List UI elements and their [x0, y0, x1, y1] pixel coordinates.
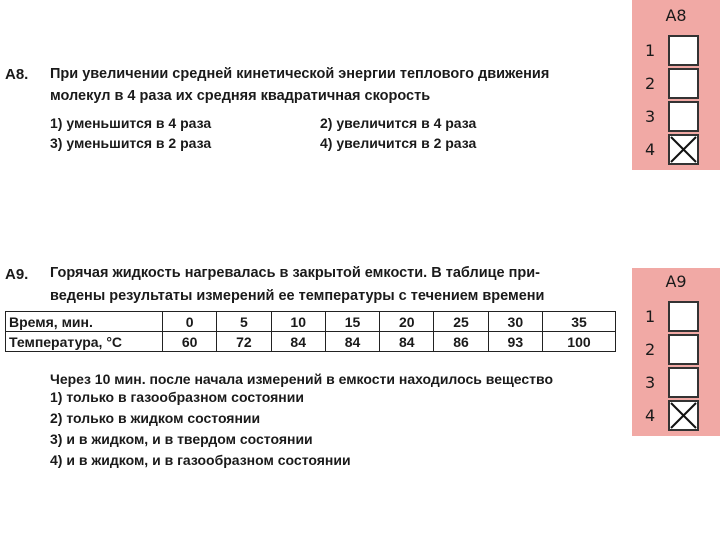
x-mark-icon	[670, 136, 697, 163]
a8-option-4: 4) увеличится в 2 раза	[320, 135, 477, 151]
answer-choice-1[interactable]	[632, 300, 720, 332]
table-cell: 5	[217, 312, 271, 332]
answer-panel-title: А9	[665, 272, 687, 291]
table-row-header: Время, мин.	[6, 312, 163, 332]
a9-question-line-2: ведены результаты измерений ее температуры с течением времени	[50, 288, 545, 304]
table-cell: 35	[542, 312, 615, 332]
table-cell: 25	[434, 312, 488, 332]
choice-label: 4	[645, 406, 656, 425]
table-cell: 93	[488, 332, 542, 352]
table-cell: 86	[434, 332, 488, 352]
answer-panel-title: А8	[665, 6, 687, 25]
table-cell: 0	[163, 312, 217, 332]
a9-question-line-1: Горячая жидкость нагревалась в закрытой емкости. В таблице при-	[50, 265, 540, 281]
a8-option-2: 2) увеличится в 4 раза	[320, 115, 477, 131]
a8-question-line-1: При увеличении средней кинетической энергии теплового движения	[50, 66, 550, 82]
answer-checkbox[interactable]	[668, 301, 699, 332]
a9-question-number: А9.	[5, 266, 29, 283]
choice-label: 2	[645, 74, 656, 93]
a8-option-1: 1) уменьшится в 4 раза	[50, 115, 212, 131]
table-cell: 20	[380, 312, 434, 332]
table-cell: 100	[542, 332, 615, 352]
table-cell: 15	[325, 312, 379, 332]
answer-checkbox[interactable]	[668, 400, 699, 431]
table-row-temperature	[6, 332, 616, 352]
answer-panel-a8	[632, 0, 720, 170]
table-cell: 84	[271, 332, 325, 352]
a9-question-line-3: Через 10 мин. после начала измерений в емкости находилось вещество	[50, 371, 554, 387]
answer-choice-2[interactable]	[632, 67, 720, 99]
choice-label: 3	[645, 107, 656, 126]
answer-panel-a9	[632, 268, 720, 436]
table-cell: 60	[163, 332, 217, 352]
a8-option-3: 3) уменьшится в 2 раза	[50, 135, 212, 151]
table-row-header: Температура, °С	[6, 332, 163, 352]
answer-checkbox[interactable]	[668, 35, 699, 66]
table-cell: 10	[271, 312, 325, 332]
choice-label: 4	[645, 140, 656, 159]
a9-measurement-table	[5, 311, 616, 352]
answer-choice-4[interactable]	[632, 399, 720, 431]
answer-checkbox[interactable]	[668, 134, 699, 165]
answer-checkbox[interactable]	[668, 334, 699, 365]
choice-label: 3	[645, 373, 656, 392]
a9-option-4: 4) и в жидком, и в газообразном состоянии	[50, 452, 351, 468]
answer-checkbox[interactable]	[668, 68, 699, 99]
a9-option-1: 1) только в газообразном состоянии	[50, 389, 304, 405]
table-row-time	[6, 312, 616, 332]
a9-option-3: 3) и в жидком, и в твердом состоянии	[50, 431, 313, 447]
a8-question-number: А8.	[5, 66, 29, 83]
table-cell: 84	[325, 332, 379, 352]
answer-choice-3[interactable]	[632, 366, 720, 398]
table-cell: 72	[217, 332, 271, 352]
answer-choice-1[interactable]	[632, 34, 720, 66]
answer-checkbox[interactable]	[668, 101, 699, 132]
a8-question-line-2: молекул в 4 раза их средняя квадратичная скорость	[50, 88, 431, 104]
a9-option-2: 2) только в жидком состоянии	[50, 410, 261, 426]
choice-label: 1	[645, 41, 656, 60]
table-cell: 84	[380, 332, 434, 352]
table-cell: 30	[488, 312, 542, 332]
answer-checkbox[interactable]	[668, 367, 699, 398]
x-mark-icon	[670, 402, 697, 429]
answer-choice-4[interactable]	[632, 133, 720, 165]
answer-choice-2[interactable]	[632, 333, 720, 365]
choice-label: 1	[645, 307, 656, 326]
answer-choice-3[interactable]	[632, 100, 720, 132]
choice-label: 2	[645, 340, 656, 359]
